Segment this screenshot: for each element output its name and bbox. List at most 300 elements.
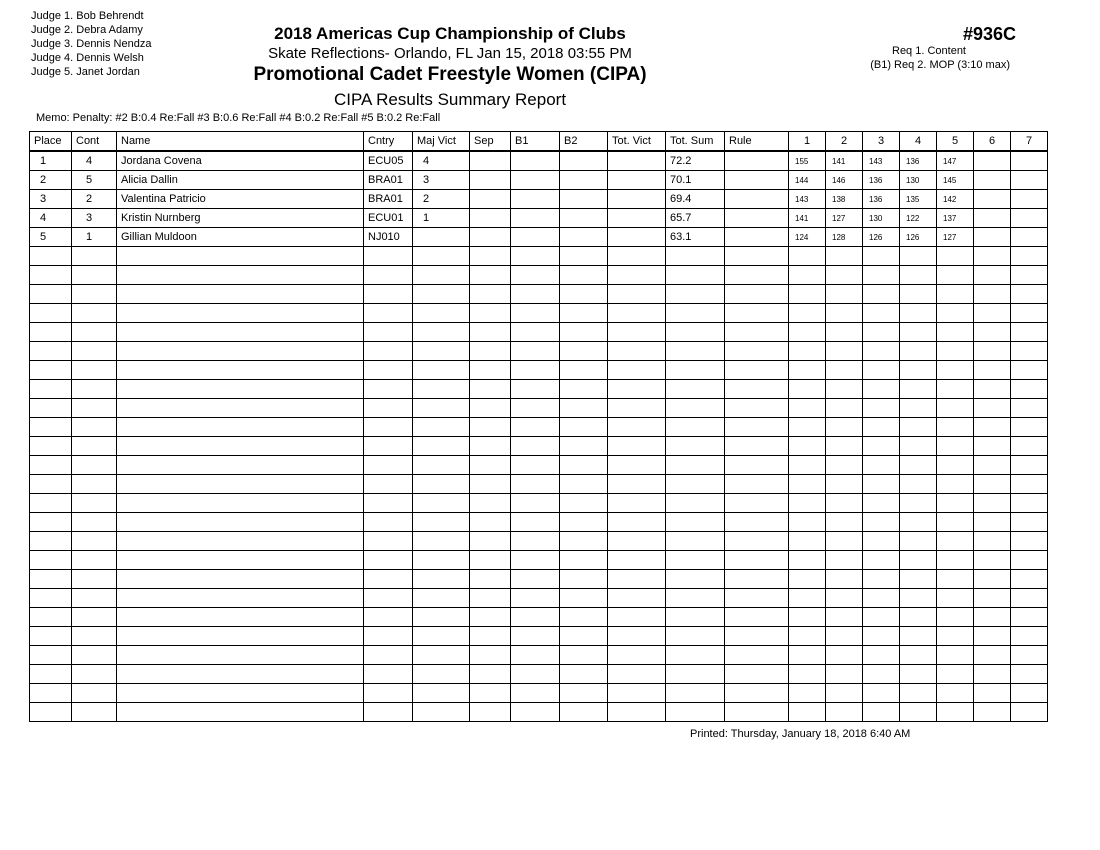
empty-row: [30, 589, 1048, 608]
table-row: [30, 228, 1048, 247]
table-cell: [937, 475, 974, 494]
table-cell: [937, 608, 974, 627]
table-cell: [560, 228, 608, 247]
table-row: [30, 151, 1048, 171]
table-cell: 72.2: [666, 151, 725, 171]
table-cell: [826, 323, 863, 342]
table-cell: [608, 190, 666, 209]
table-cell: [72, 703, 117, 722]
table-cell: [725, 361, 789, 380]
table-cell: 127: [826, 209, 863, 228]
table-cell: [72, 494, 117, 513]
table-cell: [470, 228, 511, 247]
table-cell: [117, 247, 364, 266]
table-cell: [470, 684, 511, 703]
table-cell: ECU05: [364, 151, 413, 171]
table-cell: [30, 342, 72, 361]
table-cell: Valentina Patricio: [117, 190, 364, 209]
table-cell: [364, 399, 413, 418]
table-cell: [560, 684, 608, 703]
table-cell: [413, 399, 470, 418]
table-cell: [789, 266, 826, 285]
table-cell: [900, 304, 937, 323]
table-cell: BRA01: [364, 190, 413, 209]
table-cell: [725, 627, 789, 646]
table-cell: [900, 456, 937, 475]
table-cell: [511, 151, 560, 171]
table-cell: [937, 703, 974, 722]
empty-row: [30, 285, 1048, 304]
table-cell: [826, 532, 863, 551]
table-cell: 127: [937, 228, 974, 247]
table-cell: [666, 266, 725, 285]
table-row: [30, 209, 1048, 228]
table-cell: [608, 342, 666, 361]
table-cell: [725, 190, 789, 209]
table-cell: [974, 494, 1011, 513]
table-cell: [900, 247, 937, 266]
empty-row: [30, 342, 1048, 361]
table-cell: 124: [789, 228, 826, 247]
table-cell: [725, 247, 789, 266]
empty-row: [30, 304, 1048, 323]
table-cell: [666, 361, 725, 380]
venue-date: Skate Reflections- Orlando, FL Jan 15, 2018 03:55 PM: [268, 45, 632, 62]
table-cell: [789, 684, 826, 703]
table-cell: [666, 475, 725, 494]
table-cell: 3: [413, 171, 470, 190]
judge: Judge 1. Bob Behrendt: [31, 10, 144, 22]
table-cell: [900, 475, 937, 494]
table-cell: [937, 646, 974, 665]
table-cell: 2: [413, 190, 470, 209]
table-cell: [511, 266, 560, 285]
table-cell: [560, 171, 608, 190]
table-cell: 130: [863, 209, 900, 228]
requirement: Req 1. Content: [892, 45, 966, 57]
table-cell: [1011, 418, 1048, 437]
empty-row: [30, 380, 1048, 399]
table-cell: [666, 323, 725, 342]
table-cell: [1011, 361, 1048, 380]
table-cell: 3: [30, 190, 72, 209]
table-cell: [560, 703, 608, 722]
table-cell: [117, 361, 364, 380]
table-cell: [30, 646, 72, 665]
empty-row: [30, 551, 1048, 570]
table-cell: 2: [30, 171, 72, 190]
table-cell: [470, 323, 511, 342]
table-cell: [511, 456, 560, 475]
table-cell: [364, 589, 413, 608]
results-table: [29, 131, 1048, 722]
table-cell: [1011, 589, 1048, 608]
table-cell: [725, 684, 789, 703]
table-cell: [511, 228, 560, 247]
table-cell: [974, 532, 1011, 551]
column-header: Maj Vict: [413, 132, 470, 152]
table-cell: [560, 418, 608, 437]
table-cell: 69.4: [666, 190, 725, 209]
table-cell: [511, 627, 560, 646]
table-cell: [72, 266, 117, 285]
table-cell: 144: [789, 171, 826, 190]
column-header: Name: [117, 132, 364, 152]
table-cell: [826, 399, 863, 418]
table-cell: [725, 380, 789, 399]
table-cell: [900, 399, 937, 418]
table-cell: [511, 171, 560, 190]
table-cell: [826, 304, 863, 323]
table-cell: [608, 703, 666, 722]
table-cell: [117, 608, 364, 627]
table-cell: [937, 323, 974, 342]
table-cell: [413, 608, 470, 627]
table-cell: [30, 627, 72, 646]
table-cell: [974, 342, 1011, 361]
table-cell: 4: [72, 151, 117, 171]
table-cell: [413, 646, 470, 665]
table-cell: [1011, 513, 1048, 532]
table-cell: [413, 304, 470, 323]
table-cell: [560, 323, 608, 342]
table-cell: [974, 380, 1011, 399]
table-cell: 136: [863, 190, 900, 209]
table-cell: [608, 551, 666, 570]
table-cell: [1011, 665, 1048, 684]
empty-row: [30, 247, 1048, 266]
table-cell: 145: [937, 171, 974, 190]
table-cell: [826, 285, 863, 304]
table-cell: [900, 342, 937, 361]
table-cell: [900, 437, 937, 456]
table-cell: [725, 608, 789, 627]
table-cell: [30, 570, 72, 589]
table-cell: [364, 551, 413, 570]
table-cell: [470, 475, 511, 494]
table-cell: [364, 380, 413, 399]
table-cell: [900, 323, 937, 342]
table-cell: [974, 437, 1011, 456]
column-header: 3: [863, 132, 900, 152]
table-cell: [900, 266, 937, 285]
column-header: 4: [900, 132, 937, 152]
table-cell: [900, 494, 937, 513]
table-cell: [900, 418, 937, 437]
table-cell: [364, 285, 413, 304]
table-cell: [560, 266, 608, 285]
table-cell: [30, 608, 72, 627]
table-cell: [937, 627, 974, 646]
table-cell: [937, 342, 974, 361]
table-cell: [30, 475, 72, 494]
table-cell: [72, 380, 117, 399]
table-cell: [789, 551, 826, 570]
table-cell: [30, 684, 72, 703]
table-cell: [725, 551, 789, 570]
table-cell: [117, 532, 364, 551]
requirements: [846, 44, 1010, 72]
table-cell: [117, 380, 364, 399]
table-cell: [608, 380, 666, 399]
table-cell: [863, 589, 900, 608]
table-cell: [974, 361, 1011, 380]
table-cell: [511, 437, 560, 456]
column-header: B2: [560, 132, 608, 152]
table-cell: [826, 380, 863, 399]
table-cell: Jordana Covena: [117, 151, 364, 171]
table-cell: [1011, 532, 1048, 551]
judge: Judge 5. Janet Jordan: [31, 66, 140, 78]
table-cell: [666, 570, 725, 589]
empty-row: [30, 703, 1048, 722]
table-cell: [560, 190, 608, 209]
table-cell: [974, 171, 1011, 190]
table-cell: [72, 646, 117, 665]
table-cell: [937, 456, 974, 475]
table-cell: [1011, 399, 1048, 418]
table-cell: [470, 627, 511, 646]
table-cell: [789, 703, 826, 722]
table-cell: [974, 323, 1011, 342]
requirement: (B1) Req 2. MOP (3:10 max): [870, 59, 1010, 71]
table-cell: [30, 285, 72, 304]
empty-row: [30, 323, 1048, 342]
table-cell: [72, 627, 117, 646]
table-cell: [863, 342, 900, 361]
table-cell: [789, 418, 826, 437]
table-cell: [725, 437, 789, 456]
table-cell: [608, 646, 666, 665]
table-cell: [511, 475, 560, 494]
table-cell: [72, 589, 117, 608]
table-cell: [117, 399, 364, 418]
table-cell: [974, 209, 1011, 228]
table-cell: [470, 494, 511, 513]
table-cell: [511, 323, 560, 342]
table-cell: [666, 627, 725, 646]
table-cell: [863, 608, 900, 627]
table-cell: [826, 551, 863, 570]
table-cell: [608, 684, 666, 703]
table-cell: [413, 361, 470, 380]
table-cell: [608, 589, 666, 608]
table-cell: [72, 304, 117, 323]
column-header: Tot. Sum: [666, 132, 725, 152]
table-cell: [560, 513, 608, 532]
table-cell: [725, 342, 789, 361]
table-cell: [413, 228, 470, 247]
table-cell: [1011, 570, 1048, 589]
table-cell: [666, 551, 725, 570]
table-cell: [789, 513, 826, 532]
table-cell: [413, 570, 470, 589]
table-cell: [608, 399, 666, 418]
event-code: #936C: [963, 24, 1017, 44]
table-cell: [511, 665, 560, 684]
table-cell: [117, 494, 364, 513]
table-cell: [117, 437, 364, 456]
table-cell: [826, 437, 863, 456]
table-cell: [725, 304, 789, 323]
event-title: Promotional Cadet Freestyle Women (CIPA): [253, 64, 647, 85]
memo: Memo: Penalty: #2 B:0.4 Re:Fall #3 B:0.6 Re:Fall #4 B:0.2 Re:Fall #5 B:0.2 Re:Fall: [36, 112, 441, 124]
empty-row: [30, 532, 1048, 551]
empty-row: [30, 627, 1048, 646]
empty-row: [30, 665, 1048, 684]
table-cell: [789, 608, 826, 627]
table-cell: [608, 627, 666, 646]
table-cell: [364, 513, 413, 532]
table-cell: [974, 703, 1011, 722]
table-cell: [117, 513, 364, 532]
table-cell: [608, 323, 666, 342]
table-cell: [789, 247, 826, 266]
empty-row: [30, 513, 1048, 532]
table-cell: [1011, 437, 1048, 456]
table-cell: [666, 646, 725, 665]
table-cell: [413, 627, 470, 646]
table-cell: [511, 247, 560, 266]
table-cell: [937, 361, 974, 380]
table-cell: [1011, 684, 1048, 703]
table-cell: 4: [30, 209, 72, 228]
table-cell: [666, 247, 725, 266]
table-cell: [608, 608, 666, 627]
table-cell: [560, 475, 608, 494]
table-cell: [560, 551, 608, 570]
table-cell: [1011, 646, 1048, 665]
table-cell: [117, 646, 364, 665]
table-cell: [413, 532, 470, 551]
table-cell: [666, 399, 725, 418]
table-cell: [863, 418, 900, 437]
table-cell: [974, 247, 1011, 266]
table-cell: [72, 665, 117, 684]
table-cell: 135: [900, 190, 937, 209]
table-cell: [560, 570, 608, 589]
table-cell: [560, 342, 608, 361]
table-cell: [789, 437, 826, 456]
table-cell: [608, 247, 666, 266]
table-cell: [117, 703, 364, 722]
table-cell: [608, 532, 666, 551]
table-cell: 63.1: [666, 228, 725, 247]
table-cell: [900, 380, 937, 399]
table-cell: [72, 285, 117, 304]
table-cell: [863, 323, 900, 342]
table-cell: [863, 247, 900, 266]
table-cell: [364, 456, 413, 475]
column-header: 1: [789, 132, 826, 152]
table-cell: [608, 570, 666, 589]
table-cell: [863, 513, 900, 532]
table-cell: [560, 285, 608, 304]
table-cell: [725, 171, 789, 190]
table-cell: [666, 703, 725, 722]
table-cell: [863, 551, 900, 570]
table-cell: [364, 437, 413, 456]
table-cell: 137: [937, 209, 974, 228]
table-cell: [72, 456, 117, 475]
table-cell: [117, 627, 364, 646]
table-cell: [117, 418, 364, 437]
table-cell: [1011, 551, 1048, 570]
table-cell: [30, 399, 72, 418]
table-cell: 4: [413, 151, 470, 171]
table-cell: [413, 437, 470, 456]
table-cell: [413, 323, 470, 342]
table-row: [30, 171, 1048, 190]
table-cell: [1011, 608, 1048, 627]
table-cell: [470, 551, 511, 570]
table-cell: [72, 475, 117, 494]
table-cell: [789, 494, 826, 513]
table-cell: [30, 380, 72, 399]
column-header: 7: [1011, 132, 1048, 152]
table-cell: [72, 532, 117, 551]
table-cell: [789, 570, 826, 589]
table-cell: Gillian Muldoon: [117, 228, 364, 247]
table-cell: [863, 399, 900, 418]
table-cell: [974, 551, 1011, 570]
table-cell: [937, 570, 974, 589]
column-header: Sep: [470, 132, 511, 152]
table-cell: [789, 475, 826, 494]
table-cell: [863, 475, 900, 494]
table-cell: [937, 285, 974, 304]
table-cell: 126: [900, 228, 937, 247]
table-cell: [826, 684, 863, 703]
table-cell: [560, 304, 608, 323]
table-cell: [511, 494, 560, 513]
table-cell: [937, 247, 974, 266]
table-cell: [666, 380, 725, 399]
table-cell: [826, 646, 863, 665]
table-cell: [608, 437, 666, 456]
table-cell: [511, 703, 560, 722]
table-cell: [863, 665, 900, 684]
table-cell: [72, 361, 117, 380]
table-cell: [789, 304, 826, 323]
table-cell: [974, 608, 1011, 627]
table-cell: [666, 342, 725, 361]
table-cell: [117, 323, 364, 342]
table-cell: [974, 589, 1011, 608]
table-cell: 5: [72, 171, 117, 190]
header-row: [30, 132, 1048, 152]
table-cell: [725, 228, 789, 247]
table-cell: [364, 247, 413, 266]
table-cell: 130: [900, 171, 937, 190]
table-cell: [666, 589, 725, 608]
table-cell: [826, 665, 863, 684]
table-cell: 138: [826, 190, 863, 209]
table-cell: [470, 437, 511, 456]
table-cell: [560, 151, 608, 171]
table-cell: 126: [863, 228, 900, 247]
table-cell: [974, 190, 1011, 209]
table-cell: [789, 380, 826, 399]
table-cell: [72, 551, 117, 570]
table-cell: [413, 684, 470, 703]
table-cell: [511, 532, 560, 551]
table-cell: [666, 304, 725, 323]
table-cell: [511, 399, 560, 418]
table-cell: 65.7: [666, 209, 725, 228]
table-cell: 128: [826, 228, 863, 247]
table-cell: [937, 532, 974, 551]
